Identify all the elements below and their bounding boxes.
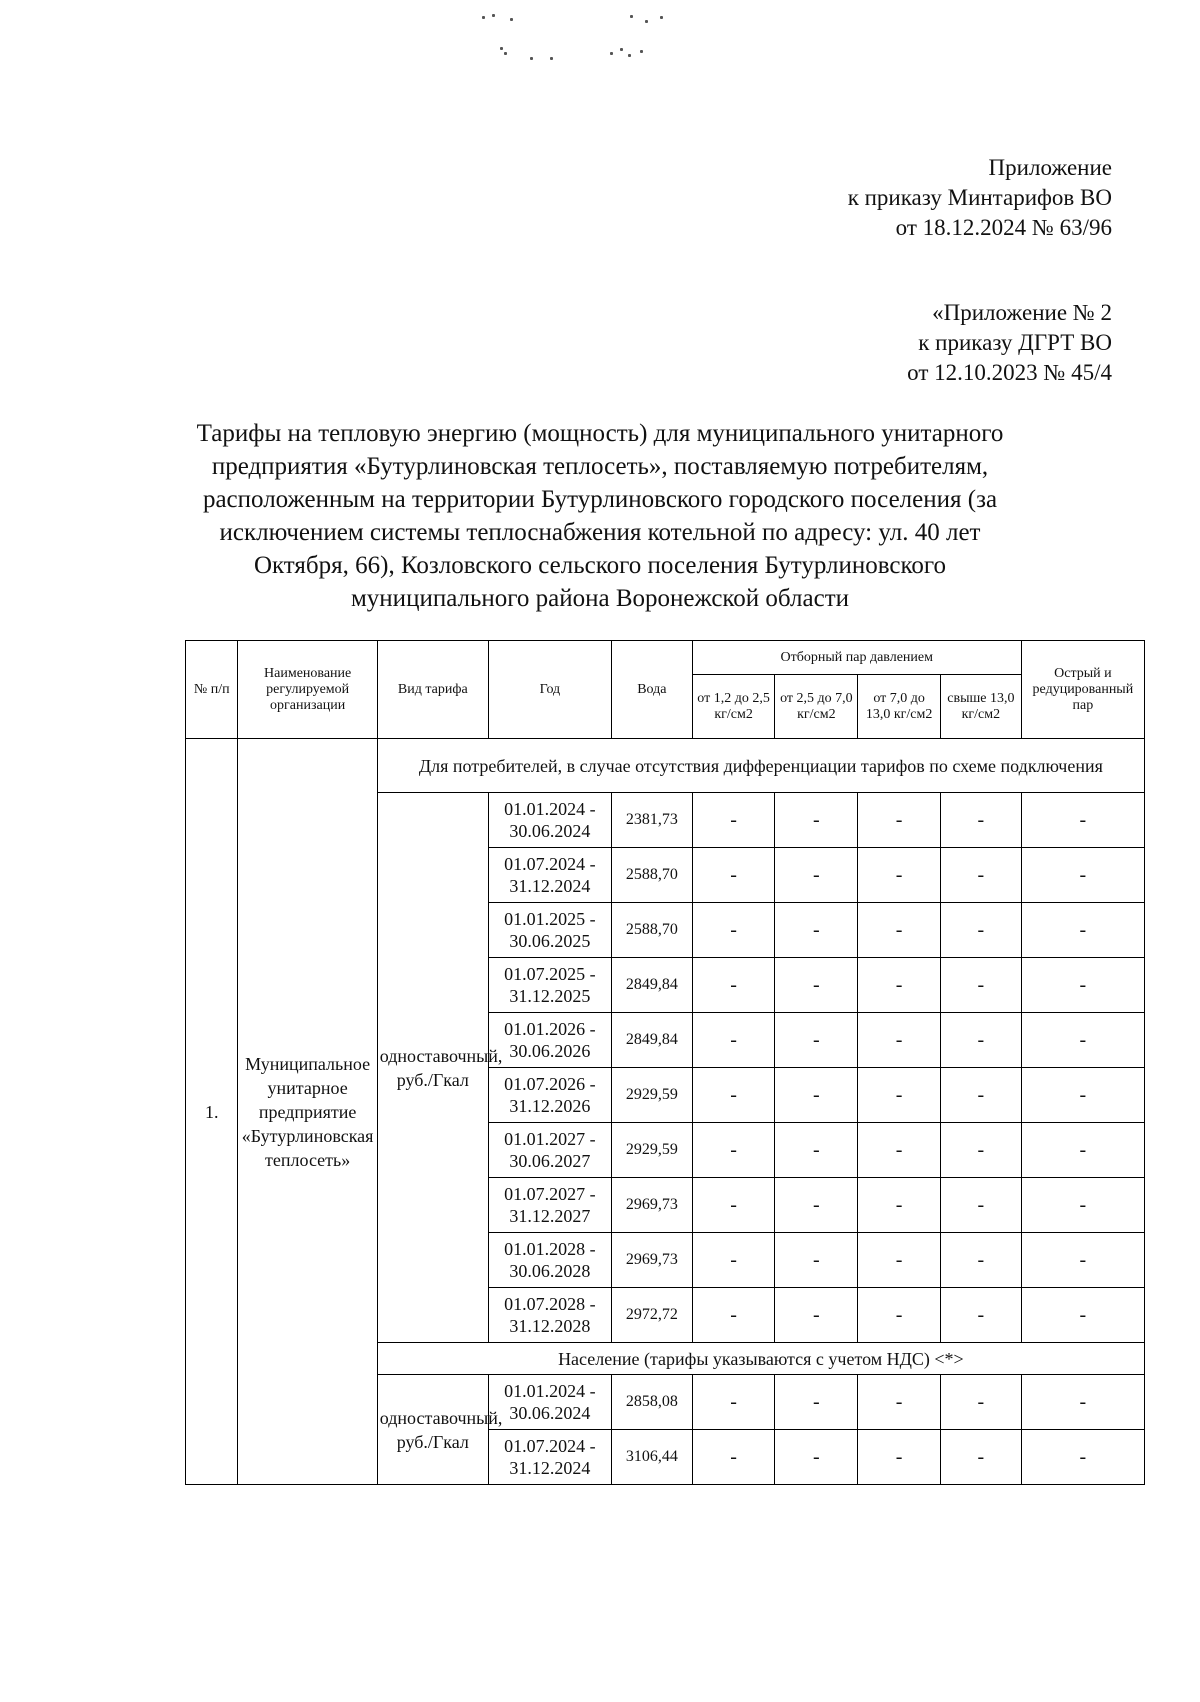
empty-value: - <box>692 1375 775 1430</box>
empty-value: - <box>775 1123 858 1178</box>
tariff-table <box>185 640 1145 1485</box>
empty-value: - <box>941 1288 1022 1343</box>
empty-value: - <box>775 1430 858 1485</box>
header-sharp-steam: Острый и редуцированный пар <box>1021 641 1144 739</box>
empty-value: - <box>858 1430 941 1485</box>
period-cell: 01.07.2024 - 31.12.2024 <box>488 1430 611 1485</box>
empty-value: - <box>858 1068 941 1123</box>
stamp-marks <box>470 12 710 72</box>
org-name: Муниципальное унитарное предприятие «Бутурлиновская теплосеть» <box>238 739 377 1485</box>
empty-value: - <box>692 1123 775 1178</box>
empty-value: - <box>858 1123 941 1178</box>
empty-value: - <box>941 1375 1022 1430</box>
empty-value: - <box>775 848 858 903</box>
empty-value: - <box>1021 958 1144 1013</box>
empty-value: - <box>858 1288 941 1343</box>
empty-value: - <box>692 1178 775 1233</box>
empty-value: - <box>1021 1430 1144 1485</box>
empty-value: - <box>775 1233 858 1288</box>
empty-value: - <box>1021 1013 1144 1068</box>
annex2-line: от 12.10.2023 № 45/4 <box>907 360 1112 385</box>
empty-value: - <box>775 958 858 1013</box>
empty-value: - <box>858 1178 941 1233</box>
period-cell: 01.01.2027 - 30.06.2027 <box>488 1123 611 1178</box>
tariff-type: одноставочный, руб./Гкал <box>377 793 488 1343</box>
empty-value: - <box>692 848 775 903</box>
empty-value: - <box>775 793 858 848</box>
period-cell: 01.07.2024 - 31.12.2024 <box>488 848 611 903</box>
row-number: 1. <box>186 739 238 1485</box>
header-tariff-type: Вид тарифа <box>377 641 488 739</box>
annex-line: от 18.12.2024 № 63/96 <box>895 215 1112 240</box>
empty-value: - <box>1021 1068 1144 1123</box>
empty-value: - <box>1021 848 1144 903</box>
header-steam-col: от 1,2 до 2,5 кг/см2 <box>692 675 775 739</box>
header-steam-col: свыше 13,0 кг/см2 <box>941 675 1022 739</box>
period-cell: 01.01.2028 - 30.06.2028 <box>488 1233 611 1288</box>
annex2-line: к приказу ДГРТ ВО <box>918 330 1112 355</box>
empty-value: - <box>1021 1123 1144 1178</box>
empty-value: - <box>858 848 941 903</box>
water-value: 2588,70 <box>611 903 692 958</box>
annex-line: к приказу Минтарифов ВО <box>847 185 1112 210</box>
period-cell: 01.07.2025 - 31.12.2025 <box>488 958 611 1013</box>
empty-value: - <box>858 958 941 1013</box>
empty-value: - <box>941 1430 1022 1485</box>
empty-value: - <box>858 903 941 958</box>
water-value: 2849,84 <box>611 958 692 1013</box>
header-org: Наименование регулируемой организации <box>238 641 377 739</box>
empty-value: - <box>692 1068 775 1123</box>
water-value: 2972,72 <box>611 1288 692 1343</box>
empty-value: - <box>775 1178 858 1233</box>
header-steam-group: Отборный пар давлением <box>692 641 1021 675</box>
empty-value: - <box>1021 793 1144 848</box>
annex-reference <box>848 153 1112 243</box>
empty-value: - <box>858 793 941 848</box>
water-value: 2969,73 <box>611 1233 692 1288</box>
empty-value: - <box>775 1068 858 1123</box>
empty-value: - <box>1021 1288 1144 1343</box>
empty-value: - <box>692 1013 775 1068</box>
empty-value: - <box>692 903 775 958</box>
header-num: № п/п <box>186 641 238 739</box>
empty-value: - <box>941 793 1022 848</box>
empty-value: - <box>858 1375 941 1430</box>
header-steam-col: от 2,5 до 7,0 кг/см2 <box>775 675 858 739</box>
header-steam-col: от 7,0 до 13,0 кг/см2 <box>858 675 941 739</box>
tariff-type: одноставочный, руб./Гкал <box>377 1375 488 1485</box>
empty-value: - <box>941 1013 1022 1068</box>
water-value: 3106,44 <box>611 1430 692 1485</box>
section-title: Население (тарифы указываются с учетом НДС) <*> <box>377 1343 1144 1375</box>
empty-value: - <box>692 793 775 848</box>
period-cell: 01.07.2026 - 31.12.2026 <box>488 1068 611 1123</box>
period-cell: 01.01.2024 - 30.06.2024 <box>488 793 611 848</box>
empty-value: - <box>941 848 1022 903</box>
empty-value: - <box>1021 903 1144 958</box>
annex2-reference <box>907 298 1112 388</box>
empty-value: - <box>858 1013 941 1068</box>
empty-value: - <box>692 958 775 1013</box>
empty-value: - <box>692 1233 775 1288</box>
annex2-line: «Приложение № 2 <box>932 300 1112 325</box>
water-value: 2381,73 <box>611 793 692 848</box>
water-value: 2929,59 <box>611 1123 692 1178</box>
period-cell: 01.07.2027 - 31.12.2027 <box>488 1178 611 1233</box>
period-cell: 01.01.2026 - 30.06.2026 <box>488 1013 611 1068</box>
empty-value: - <box>858 1233 941 1288</box>
section-title: Для потребителей, в случае отсутствия дифференциации тарифов по схеме подключения <box>377 739 1144 793</box>
empty-value: - <box>1021 1178 1144 1233</box>
period-cell: 01.01.2024 - 30.06.2024 <box>488 1375 611 1430</box>
empty-value: - <box>775 1288 858 1343</box>
annex-line: Приложение <box>988 155 1112 180</box>
empty-value: - <box>1021 1375 1144 1430</box>
period-cell: 01.07.2028 - 31.12.2028 <box>488 1288 611 1343</box>
empty-value: - <box>941 1178 1022 1233</box>
period-cell: 01.01.2025 - 30.06.2025 <box>488 903 611 958</box>
water-value: 2849,84 <box>611 1013 692 1068</box>
empty-value: - <box>775 1013 858 1068</box>
empty-value: - <box>692 1288 775 1343</box>
document-title: Тарифы на тепловую энергию (мощность) для муниципального унитарного предприятия «Бутурлиновская теплосеть», поставляемую потребителям, расположенным на территории Бутурлиновского городского поселения (за исключением системы теплоснабжения котельной по адресу: ул. 40 лет Октября, 66), Козловского сельского поселения Бутурлиновского муниципального района Воронежской области <box>196 420 1004 612</box>
empty-value: - <box>941 1123 1022 1178</box>
header-year: Год <box>488 641 611 739</box>
water-value: 2588,70 <box>611 848 692 903</box>
empty-value: - <box>941 958 1022 1013</box>
empty-value: - <box>941 1233 1022 1288</box>
water-value: 2858,08 <box>611 1375 692 1430</box>
empty-value: - <box>941 903 1022 958</box>
water-value: 2929,59 <box>611 1068 692 1123</box>
empty-value: - <box>692 1430 775 1485</box>
empty-value: - <box>775 903 858 958</box>
empty-value: - <box>1021 1233 1144 1288</box>
header-water: Вода <box>611 641 692 739</box>
empty-value: - <box>775 1375 858 1430</box>
empty-value: - <box>941 1068 1022 1123</box>
water-value: 2969,73 <box>611 1178 692 1233</box>
